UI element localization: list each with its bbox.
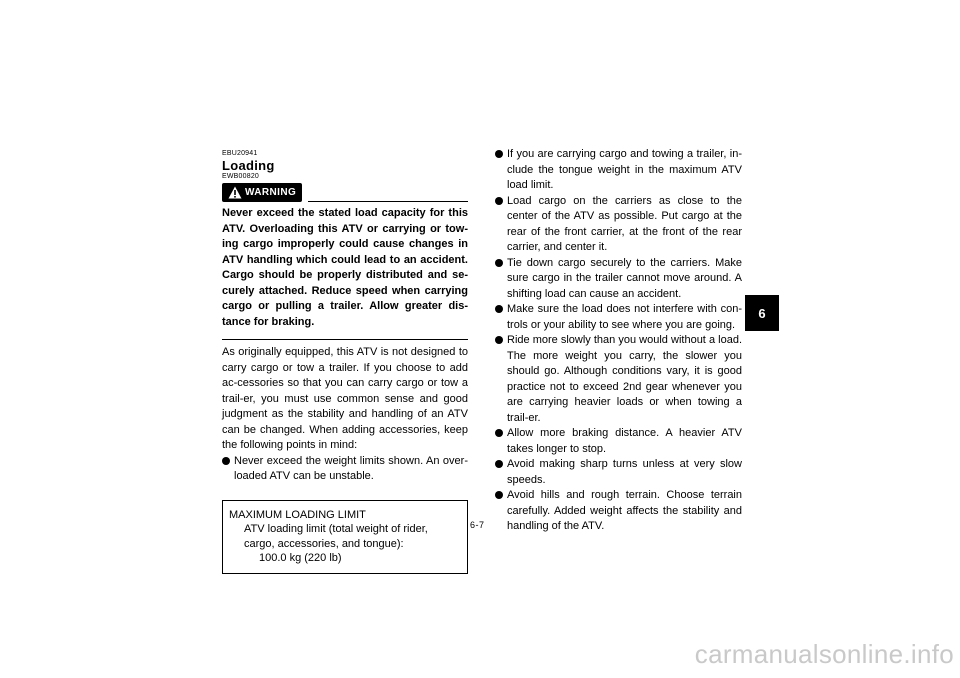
list-item (495, 488, 742, 535)
bullet-icon (495, 336, 503, 344)
list-item (495, 426, 742, 457)
warning-top-rule (308, 201, 468, 202)
loading-limit-box (222, 500, 468, 574)
section-title: Loading (222, 158, 275, 173)
warning-bottom-rule (222, 339, 468, 340)
watermark: carmanualsonline.info (694, 639, 954, 669)
list-item-text: Allow more braking distance. A heavier ATV takes longer to stop. (507, 427, 742, 455)
left-column (222, 150, 468, 574)
right-column (495, 147, 742, 535)
list-item (495, 302, 742, 333)
list-item (495, 194, 742, 256)
limit-value: 100.0 kg (220 lb) (259, 552, 342, 564)
warning-text: Never exceed the stated load capacity for this ATV. Overloading this ATV or carrying or tow-ing cargo improperly could cause changes in ATV handling which could lead to an accident. Cargo should be properly distributed and se-curely attached. Reduce speed when carrying cargo or pulling a trailer. Allow greater dis-tance for braking. (222, 207, 468, 328)
bullet-icon (495, 197, 503, 205)
warning-triangle-icon (228, 186, 242, 199)
left-bullet-list (222, 454, 468, 485)
right-bullet-list (495, 147, 742, 535)
bullet-icon (495, 259, 503, 267)
limit-title: MAXIMUM LOADING LIMIT (229, 508, 366, 521)
list-item (495, 147, 742, 194)
section-code: EBU20941 (222, 150, 258, 157)
list-item-text: Tie down cargo securely to the carriers. Make sure cargo in the trailer cannot move around. A shifting load can cause an accident. (507, 256, 742, 300)
bullet-icon (495, 429, 503, 437)
chapter-tab: 6 (745, 295, 779, 331)
list-item (495, 457, 742, 488)
list-item-text: Avoid making sharp turns unless at very slow speeds. (507, 458, 742, 486)
intro-paragraph: As originally equipped, this ATV is not designed to carry cargo or tow a trailer. If you choose to add ac-cessories so that you can carry cargo or tow a trail-er, you must use common sense and good judgment as the stability and handling of an ATV can be changed. When adding accessories, keep the following points in mind: (222, 346, 468, 451)
list-item-text: If you are carrying cargo and towing a trailer, in-clude the tongue weight in the maximum ATV load limit. (507, 148, 742, 191)
warning-header (222, 183, 468, 202)
list-item (495, 333, 742, 426)
bullet-icon (495, 460, 503, 468)
list-item-text: Avoid hills and rough terrain. Choose terrain carefully. Added weight affects the stability and handling of the ATV. (507, 489, 742, 532)
bullet-icon (222, 457, 230, 465)
bullet-icon (495, 150, 503, 158)
list-item-text: Make sure the load does not interfere with con-trols or your ability to see where you are going. (507, 303, 742, 331)
list-item-text: Never exceed the weight limits shown. An over-loaded ATV can be unstable. (234, 454, 468, 482)
list-item (222, 454, 468, 485)
limit-description: ATV loading limit (total weight of rider, cargo, accessories, and tongue): (244, 523, 428, 550)
page-number: 6-7 (470, 520, 485, 530)
list-item-text: Load cargo on the carriers as close to the center of the ATV as possible. Put cargo at the rear of the front carrier, at the front of the rear carrier, and center it. (507, 194, 742, 253)
bullet-icon (495, 491, 503, 499)
warning-badge (222, 183, 302, 202)
list-item (495, 256, 742, 303)
warning-code: EWB00820 (222, 173, 260, 180)
bullet-icon (495, 305, 503, 313)
warning-label: WARNING (245, 187, 297, 198)
list-item-text: Ride more slowly than you would without a load. The more weight you carry, the slower you should go. Although conditions vary, it is good practice not to exceed 2nd gear whenever you are carrying heavier loads or when towing a trail-er. (507, 334, 742, 424)
